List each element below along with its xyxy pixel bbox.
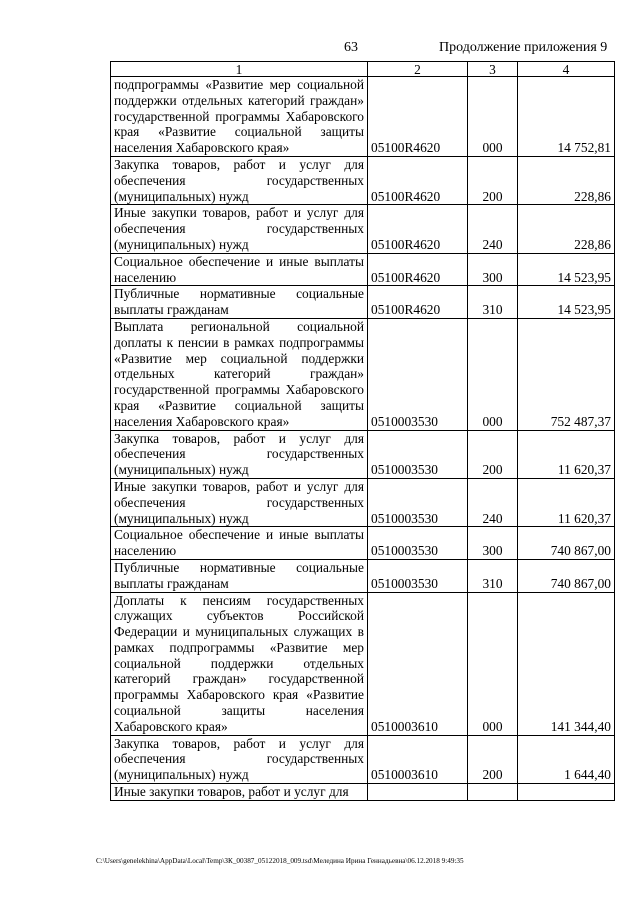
row-amount-cell: 752 487,37 bbox=[518, 318, 615, 430]
table-row bbox=[111, 592, 615, 735]
row-name-cell: Закупка товаров, работ и услуг для обеспечения государственных (муниципальных) нужд bbox=[111, 735, 368, 783]
row-expense-type-cell bbox=[468, 784, 518, 801]
row-amount-cell: 141 344,40 bbox=[518, 592, 615, 735]
row-name-cell: Иные закупки товаров, работ и услуг для обеспечения государственных (муниципальных) нужд bbox=[111, 205, 368, 253]
row-expense-type-cell: 240 bbox=[468, 478, 518, 526]
table-row bbox=[111, 253, 615, 286]
row-code-cell: 0510003530 bbox=[368, 430, 468, 478]
row-amount-cell: 740 867,00 bbox=[518, 527, 615, 560]
row-expense-type-cell: 300 bbox=[468, 527, 518, 560]
row-expense-type-cell: 240 bbox=[468, 205, 518, 253]
table-row bbox=[111, 784, 615, 801]
row-amount-cell: 14 523,95 bbox=[518, 286, 615, 319]
table-row bbox=[111, 735, 615, 783]
row-name-cell: Публичные нормативные социальные выплаты гражданам bbox=[111, 559, 368, 592]
table-row bbox=[111, 205, 615, 253]
row-name-cell: Выплата региональной социальной доплаты к пенсии в рамках подпрограммы «Развитие мер социальной поддержки отдельных категорий граждан» государственной программы Хабаровского края «Развитие социальной защиты населения Хабаровского края» bbox=[111, 318, 368, 430]
table-row bbox=[111, 527, 615, 560]
row-amount-cell: 1 644,40 bbox=[518, 735, 615, 783]
row-code-cell: 0510003530 bbox=[368, 527, 468, 560]
column-header-1: 1 bbox=[111, 62, 368, 77]
row-code-cell: 05100R4620 bbox=[368, 77, 468, 157]
row-code-cell: 05100R4620 bbox=[368, 205, 468, 253]
row-expense-type-cell: 200 bbox=[468, 156, 518, 204]
column-header-3: 3 bbox=[468, 62, 518, 77]
appendix-label: Продолжение приложения 9 bbox=[439, 40, 608, 55]
row-code-cell: 05100R4620 bbox=[368, 253, 468, 286]
row-code-cell: 05100R4620 bbox=[368, 156, 468, 204]
table-row bbox=[111, 318, 615, 430]
row-code-cell bbox=[368, 784, 468, 801]
column-header-2: 2 bbox=[368, 62, 468, 77]
row-name-cell: Закупка товаров, работ и услуг для обеспечения государственных (муниципальных) нужд bbox=[111, 430, 368, 478]
row-name-cell: Иные закупки товаров, работ и услуг для обеспечения государственных (муниципальных) нужд bbox=[111, 478, 368, 526]
row-expense-type-cell: 000 bbox=[468, 592, 518, 735]
table-row bbox=[111, 559, 615, 592]
row-amount-cell: 14 752,81 bbox=[518, 77, 615, 157]
row-name-cell: Публичные нормативные социальные выплаты гражданам bbox=[111, 286, 368, 319]
column-number-row bbox=[111, 62, 615, 77]
row-name-cell: Доплаты к пенсиям государственных служащих субъектов Российской Федерации и муниципальных служащих в рамках подпрограммы «Развитие мер социальной поддержки отдельных категорий граждан» государственной программы Хабаровского края «Развитие социальной защиты населения Хабаровского края» bbox=[111, 592, 368, 735]
row-code-cell: 0510003530 bbox=[368, 559, 468, 592]
table-row bbox=[111, 77, 615, 157]
row-name-cell: Иные закупки товаров, работ и услуг для bbox=[111, 784, 368, 801]
row-name-cell: Социальное обеспечение и иные выплаты населению bbox=[111, 253, 368, 286]
row-expense-type-cell: 310 bbox=[468, 286, 518, 319]
row-amount-cell: 14 523,95 bbox=[518, 253, 615, 286]
table-row bbox=[111, 156, 615, 204]
row-amount-cell: 11 620,37 bbox=[518, 478, 615, 526]
table-row bbox=[111, 478, 615, 526]
row-expense-type-cell: 200 bbox=[468, 735, 518, 783]
row-name-cell: Социальное обеспечение и иные выплаты населению bbox=[111, 527, 368, 560]
row-expense-type-cell: 300 bbox=[468, 253, 518, 286]
table-row bbox=[111, 430, 615, 478]
row-expense-type-cell: 310 bbox=[468, 559, 518, 592]
row-code-cell: 0510003610 bbox=[368, 592, 468, 735]
row-name-cell: подпрограммы «Развитие мер социальной поддержки отдельных категорий граждан» государственной программы Хабаровского края «Развитие социальной защиты населения Хабаровского края» bbox=[111, 77, 368, 157]
table-row bbox=[111, 286, 615, 319]
row-amount-cell: 228,86 bbox=[518, 156, 615, 204]
row-expense-type-cell: 000 bbox=[468, 77, 518, 157]
row-code-cell: 0510003530 bbox=[368, 478, 468, 526]
file-path-footer: C:\Users\genelekhina\AppData\Local\Temp\ЗК_00387_05122018_009.tsd\Меледина Ирина Геннадьевна\06.12.2018 9:49:35 bbox=[96, 857, 464, 865]
row-code-cell: 0510003530 bbox=[368, 318, 468, 430]
row-amount-cell bbox=[518, 784, 615, 801]
row-expense-type-cell: 200 bbox=[468, 430, 518, 478]
budget-table bbox=[110, 61, 615, 801]
column-header-4: 4 bbox=[518, 62, 615, 77]
page-number: 63 bbox=[344, 40, 358, 55]
row-amount-cell: 228,86 bbox=[518, 205, 615, 253]
row-name-cell: Закупка товаров, работ и услуг для обеспечения государственных (муниципальных) нужд bbox=[111, 156, 368, 204]
row-amount-cell: 740 867,00 bbox=[518, 559, 615, 592]
row-code-cell: 05100R4620 bbox=[368, 286, 468, 319]
row-code-cell: 0510003610 bbox=[368, 735, 468, 783]
row-amount-cell: 11 620,37 bbox=[518, 430, 615, 478]
row-expense-type-cell: 000 bbox=[468, 318, 518, 430]
